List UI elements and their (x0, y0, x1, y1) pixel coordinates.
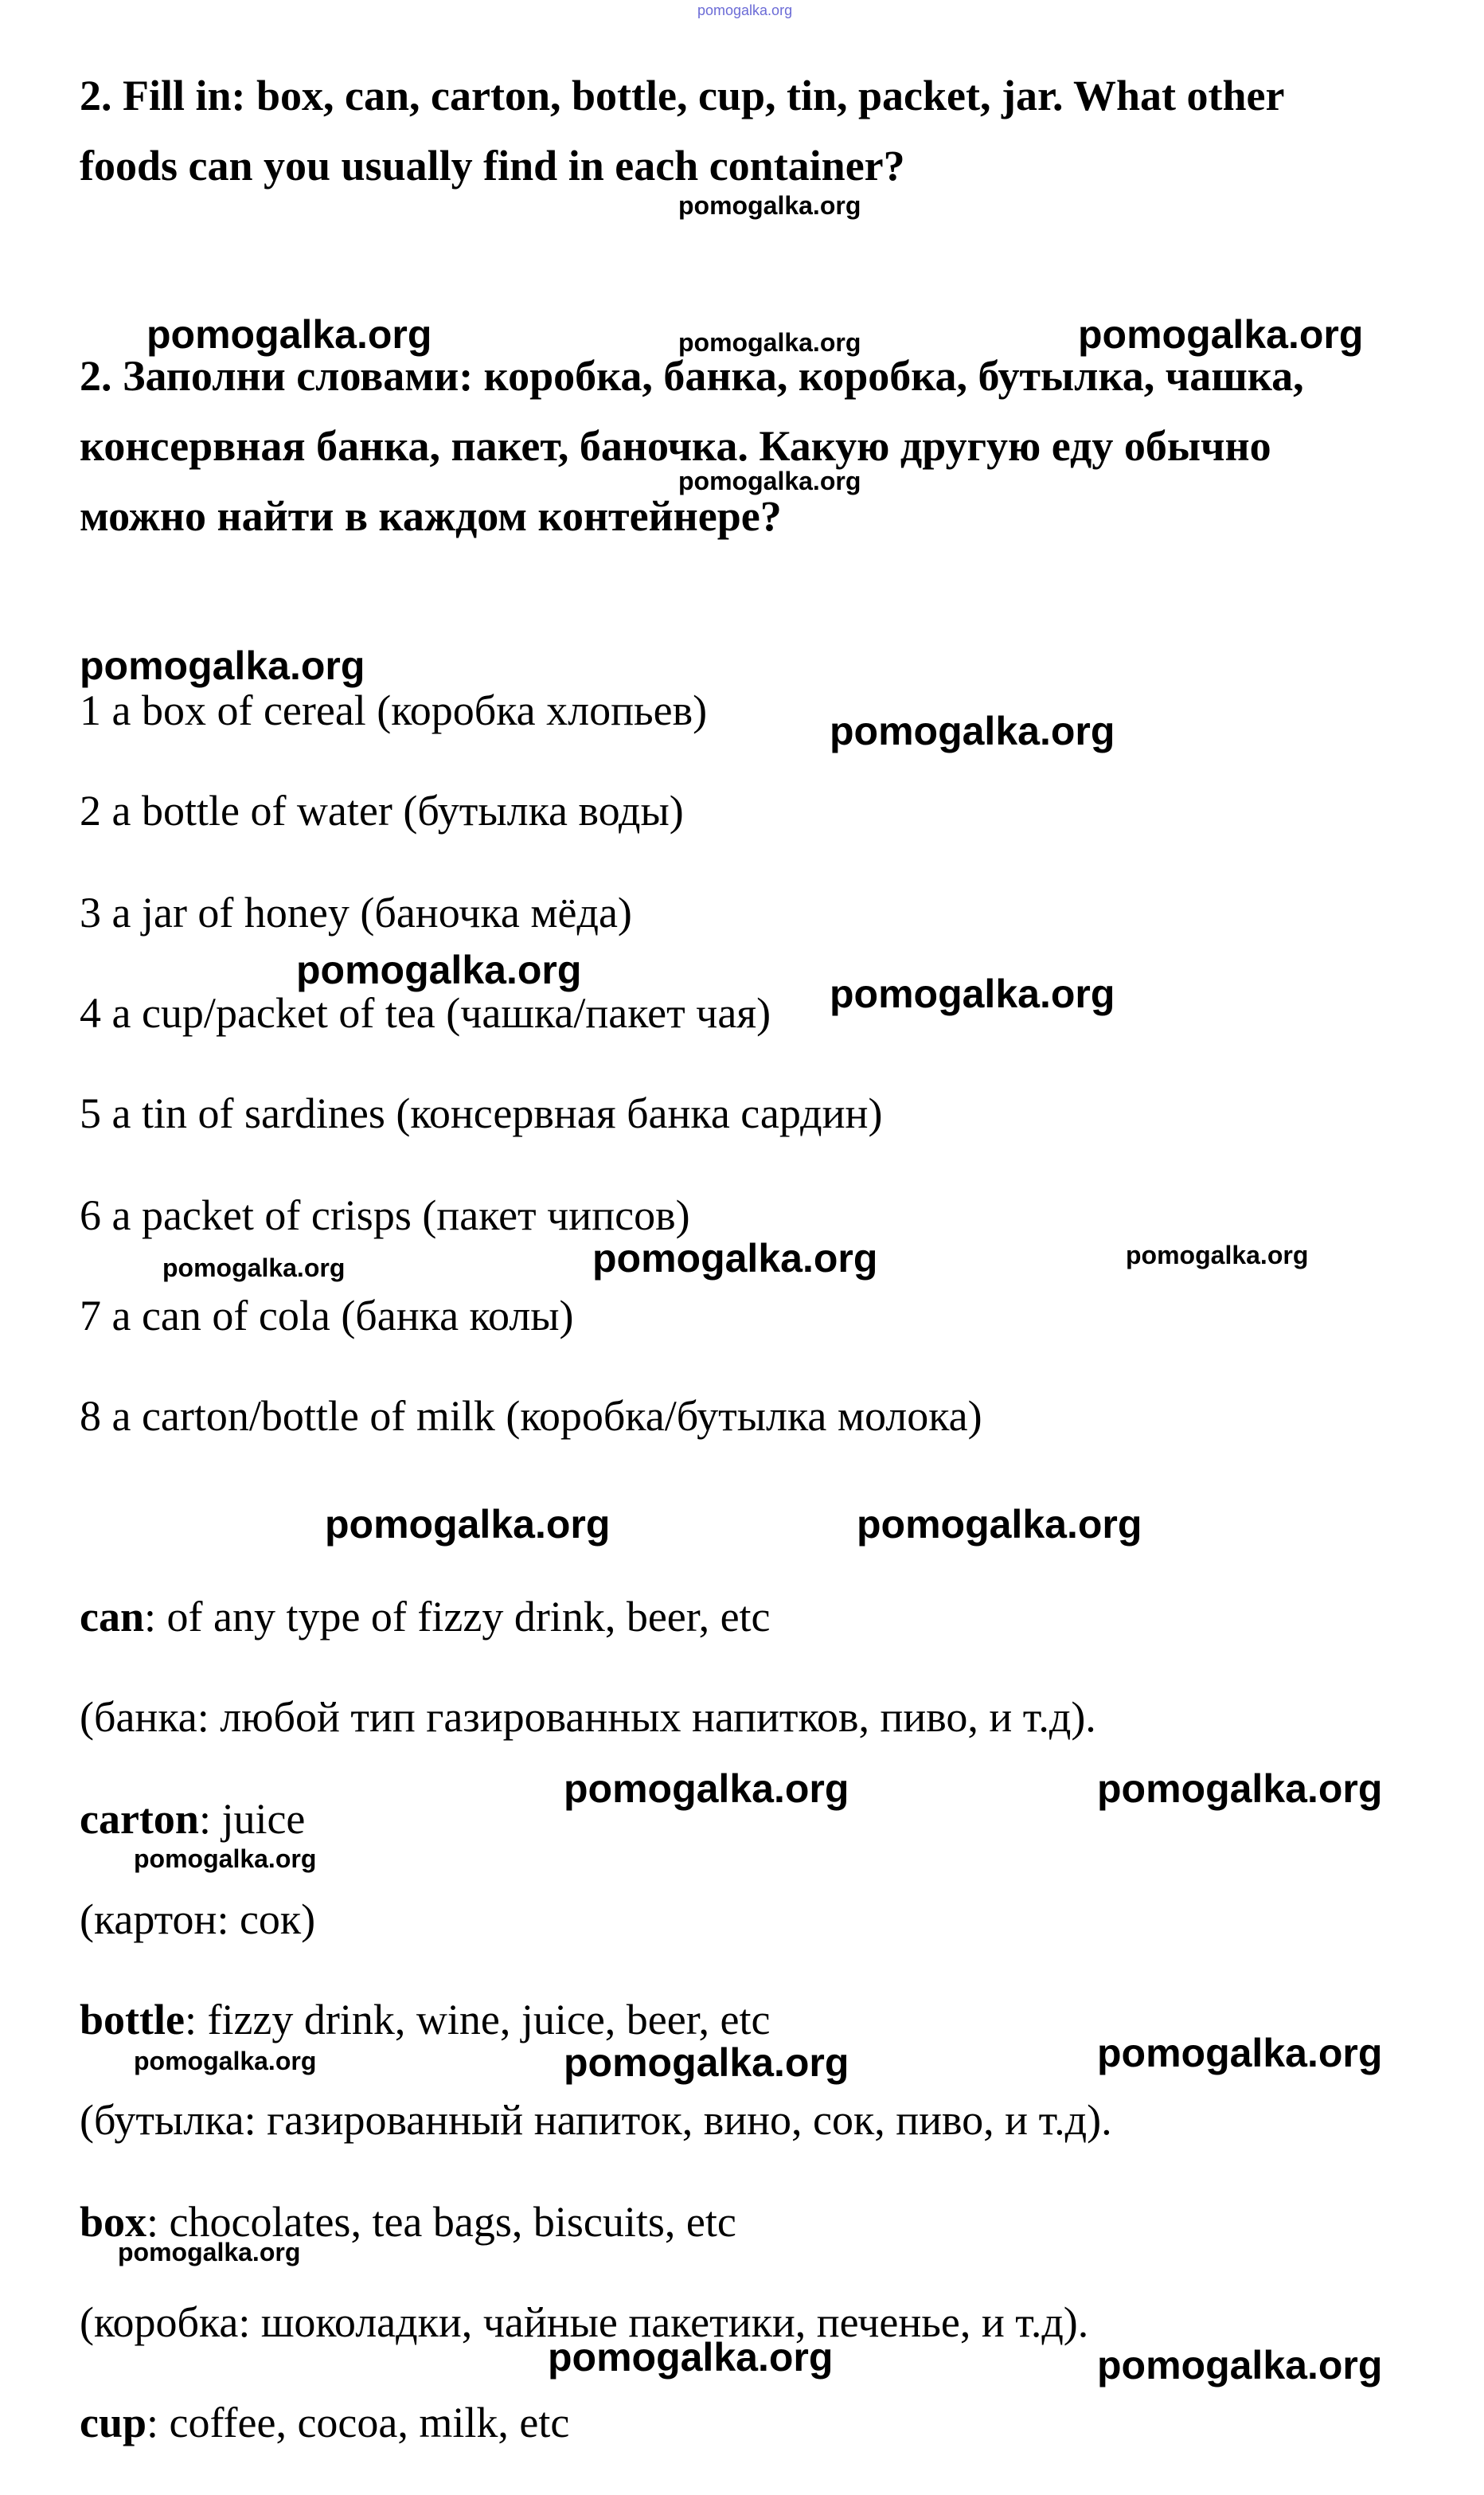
container-term: bottle (80, 1996, 185, 2043)
watermark: pomogalka.org (548, 2335, 834, 2380)
watermark: pomogalka.org (325, 1502, 611, 1547)
container-carton-translation: (картон: сок) (80, 1895, 316, 1943)
watermark: pomogalka.org (678, 467, 861, 495)
container-box-translation: (коробка: шоколадки, чайные пакетики, печенье, и т.д). (80, 2298, 1089, 2346)
watermark: pomogalka.org (564, 1766, 849, 1811)
answer-item-1: 1 a box of cereal (коробка хлопьев) (80, 686, 708, 734)
exercise-heading-en-line2: foods can you usually find in each container? (80, 142, 905, 190)
watermark: pomogalka.org (678, 328, 861, 357)
container-desc: : fizzy drink, wine, juice, beer, etc (184, 1996, 771, 2043)
watermark: pomogalka.org (1097, 2343, 1383, 2387)
watermark: pomogalka.org (118, 2238, 301, 2266)
answer-item-7: 7 a can of cola (банка колы) (80, 1292, 574, 1339)
watermark: pomogalka.org (146, 312, 432, 357)
exercise-heading-en-line1: 2. Fill in: box, can, carton, bottle, cup, tin, packet, jar. What other (80, 72, 1285, 119)
watermark: pomogalka.org (134, 1844, 317, 1873)
exercise-heading-ru-line3: можно найти в каждом контейнере? (80, 492, 782, 540)
container-desc: : of any type of fizzy drink, beer, etc (144, 1593, 771, 1641)
answer-item-3: 3 a jar of honey (баночка мёда) (80, 889, 632, 937)
watermark: pomogalka.org (296, 948, 582, 992)
watermark: pomogalka.org (1078, 312, 1364, 357)
exercise-heading-ru-line1: 2. Заполни словами: коробка, банка, коробка, бутылка, чашка, (80, 352, 1304, 400)
answer-item-5: 5 a tin of sardines (консервная банка сардин) (80, 1089, 883, 1137)
watermark: pomogalka.org (1097, 1766, 1383, 1811)
exercise-heading-ru (80, 341, 1433, 551)
container-bottle (80, 1994, 770, 2045)
answer-item-6: 6 a packet of crisps (пакет чипсов) (80, 1191, 690, 1239)
container-carton (80, 1793, 305, 1844)
answer-item-4: 4 a cup/packet of tea (чашка/пакет чая) (80, 989, 771, 1037)
container-desc: : coffee, cocoa, milk, etc (146, 2399, 570, 2446)
watermark: pomogalka.org (80, 643, 365, 688)
watermark: pomogalka.org (1126, 1241, 1309, 1269)
watermark: pomogalka.org (592, 1236, 878, 1281)
container-term: box (80, 2198, 147, 2246)
watermark: pomogalka.org (857, 1502, 1142, 1547)
container-term: cup (80, 2399, 147, 2446)
watermark: pomogalka.org (830, 972, 1115, 1016)
container-can (80, 1591, 771, 1642)
watermark: pomogalka.org (134, 2047, 317, 2075)
answer-item-8: 8 a carton/bottle of milk (коробка/бутылка молока) (80, 1392, 982, 1440)
watermark: pomogalka.org (678, 191, 861, 220)
answer-item-2: 2 a bottle of water (бутылка воды) (80, 787, 684, 835)
watermark: pomogalka.org (162, 1253, 346, 1282)
watermark: pomogalka.org (830, 709, 1115, 753)
exercise-heading-en (80, 61, 1433, 201)
watermark: pomogalka.org (564, 2040, 849, 2085)
container-term: can (80, 1593, 144, 1641)
exercise-heading-ru-line2: консервная банка, пакет, баночка. Какую другую еду обычно (80, 422, 1271, 470)
container-cup (80, 2397, 569, 2448)
container-desc: : chocolates, tea bags, biscuits, etc (146, 2198, 736, 2246)
watermark-top: pomogalka.org (697, 2, 793, 18)
container-can-translation: (банка: любой тип газированных напитков, пиво, и т.д). (80, 1693, 1096, 1741)
container-bottle-translation: (бутылка: газированный напиток, вино, сок, пиво, и т.д). (80, 2096, 1112, 2144)
watermark: pomogalka.org (1097, 2031, 1383, 2075)
container-desc: : juice (198, 1795, 306, 1843)
container-term: carton (80, 1795, 199, 1843)
